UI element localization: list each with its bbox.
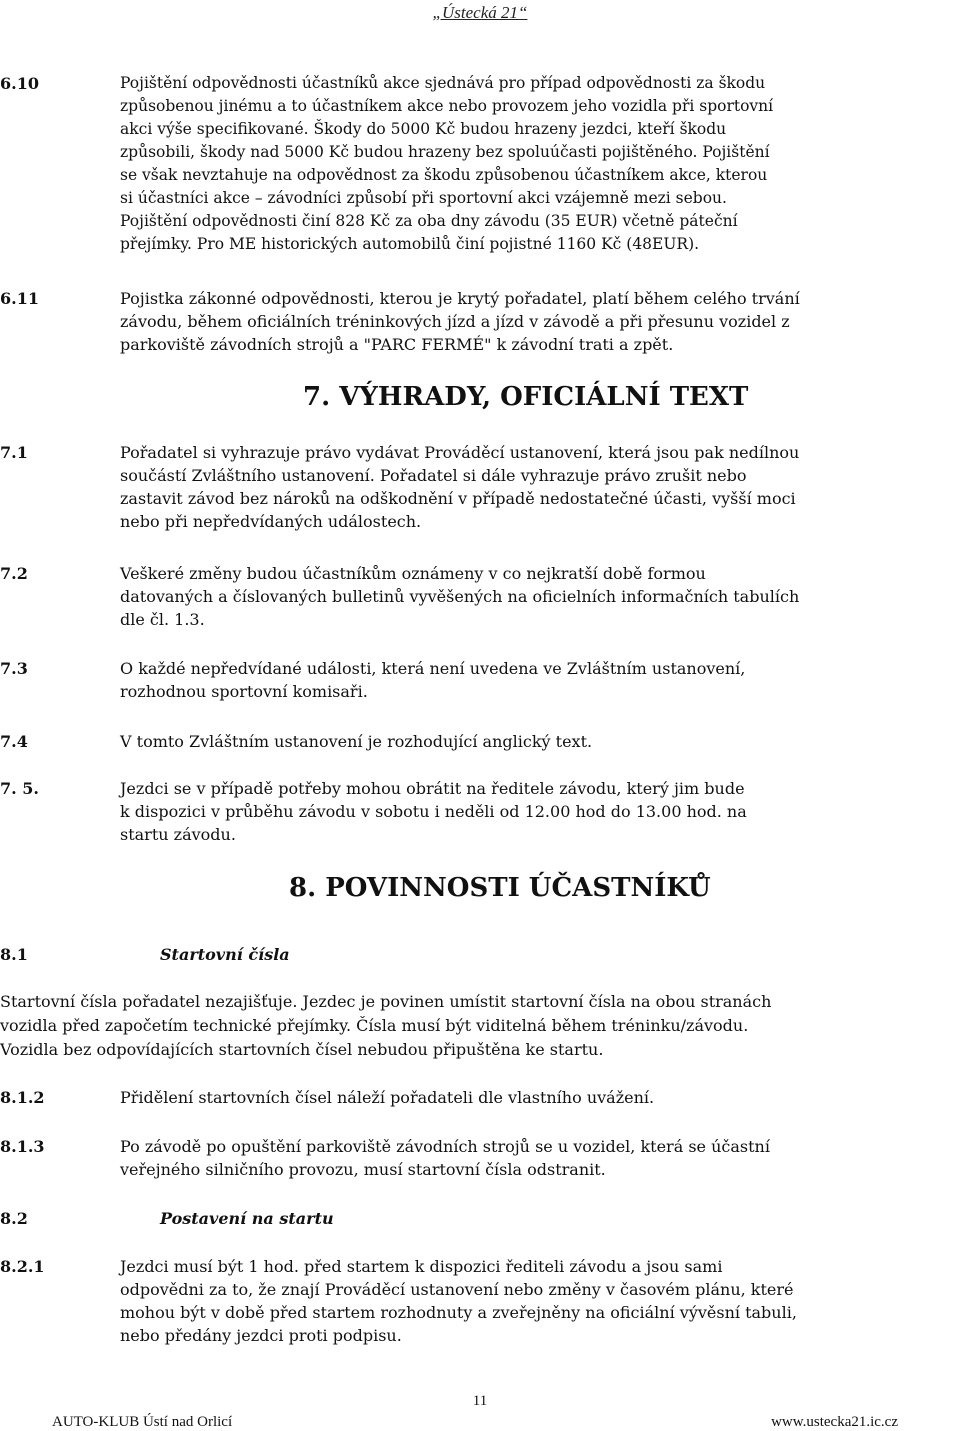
section-text: V tomto Zvláštním ustanovení je rozhodující anglický text. <box>120 732 593 751</box>
section-number: 6.10 <box>0 74 39 93</box>
section-text: Přidělení startovních čísel náleží pořadateli dle vlastního uvážení. <box>120 1088 655 1107</box>
section-text: Po závodě po opuštění parkoviště závodních strojů se u vozidel, která se účastní veřejného silničního provozu, musí startovní čísla odstranit. <box>120 1137 770 1179</box>
section-number: 8.1.3 <box>0 1137 45 1156</box>
section-number: 8.1.2 <box>0 1088 45 1107</box>
page-number: 11 <box>472 1393 488 1409</box>
section-text: Jezdci se v případě potřeby mohou obrátit na ředitele závodu, který jim bude k dispozici v průběhu závodu v sobotu i neděli od 12.00 hod do 13.00 hod. na startu závodu. <box>120 779 747 844</box>
section-number: 6.11 <box>0 289 39 308</box>
heading-vyhrady-oficialni-text: 7. VÝHRADY, OFICIÁLNÍ TEXT <box>303 382 749 412</box>
heading-povinnosti-ucastniku: 8. POVINNOSTI ÚČASTNÍKŮ <box>289 873 711 903</box>
section-text: Pojistka zákonné odpovědnosti, kterou je krytý pořadatel, platí během celého trvání závodu, během oficiálních tréninkových jízd a jízd v závodě a při přesunu vozidel z parkoviště závodních strojů a "PARC FERMÉ" k závodní trati a zpět. <box>120 289 800 354</box>
section-number: 7.4 <box>0 732 28 751</box>
footer-website: www.ustecka21.ic.cz <box>771 1414 898 1430</box>
section-number: 7.3 <box>0 659 28 678</box>
subsection-title: Postavení na startu <box>160 1209 334 1228</box>
footer-organization: AUTO-KLUB Ústí nad Orlicí <box>52 1414 233 1430</box>
section-text: Jezdci musí být 1 hod. před startem k dispozici řediteli závodu a jsou sami odpovědni za to, že znají Prováděcí ustanovení nebo změny v časovém plánu, které mohou být v době před startem rozhodnuty a zveřejněny na oficiální vývěsní tabuli, nebo předány jezdci proti podpisu. <box>120 1257 797 1345</box>
subsection-title: Startovní čísla <box>160 945 290 964</box>
paragraph-text: Startovní čísla pořadatel nezajišťuje. Jezdec je povinen umístit startovní čísla na obou stranách vozidla před započetím technické přejímky. Čísla musí být viditelná během tréninku/závodu. Vozidla bez odpovídajících startovních čísel nebudou připuštěna ke startu. <box>0 992 772 1059</box>
section-number: 8.2.1 <box>0 1257 45 1276</box>
section-text: O každé nepředvídané události, která není uvedena ve Zvláštním ustanovení, rozhodnou sportovní komisaři. <box>120 659 746 701</box>
section-number: 7.2 <box>0 564 28 583</box>
section-text: Pořadatel si vyhrazuje právo vydávat Prováděcí ustanovení, která jsou pak nedílnou součástí Zvláštního ustanovení. Pořadatel si dále vyhrazuje právo zrušit nebo zastavit závod bez nároků na odškodnění v případě nedostatečné účasti, vyšší moci nebo při nepředvídaných událostech. <box>120 443 800 531</box>
section-text: Veškeré změny budou účastníkům oznámeny v co nejkratší době formou datovaných a číslovaných bulletinů vyvěšených na oficielních informačních tabulích dle čl. 1.3. <box>120 564 800 629</box>
subsection-number: 8.1 <box>0 945 28 964</box>
section-text: Pojištění odpovědnosti účastníků akce sjednává pro případ odpovědnosti za škodu způsobenou jinému a to účastníkem akce nebo provozem jeho vozidla při sportovní akci výše specifikované. Škody do 5000 Kč budou hrazeny jezdci, kteří škodu způsobili, škody nad 5000 Kč budou hrazeny bez spoluúčasti pojištěného. Pojištění se však nevztahuje na odpovědnost za škodu způsobenou účastníkem akce, kterou si účastníci akce – závodníci způsobí při sportovní akci vzájemně mezi sebou. Pojištění odpovědnosti činí 828 Kč za oba dny závodu (35 EUR) včetně páteční přejímky. Pro ME historických automobilů činí pojistné 1160 Kč (48EUR). <box>120 74 774 253</box>
subsection-number: 8.2 <box>0 1209 28 1228</box>
section-number: 7. 5. <box>0 779 39 798</box>
page-header-title: „Ústecká 21“ <box>432 3 528 22</box>
section-number: 7.1 <box>0 443 28 462</box>
